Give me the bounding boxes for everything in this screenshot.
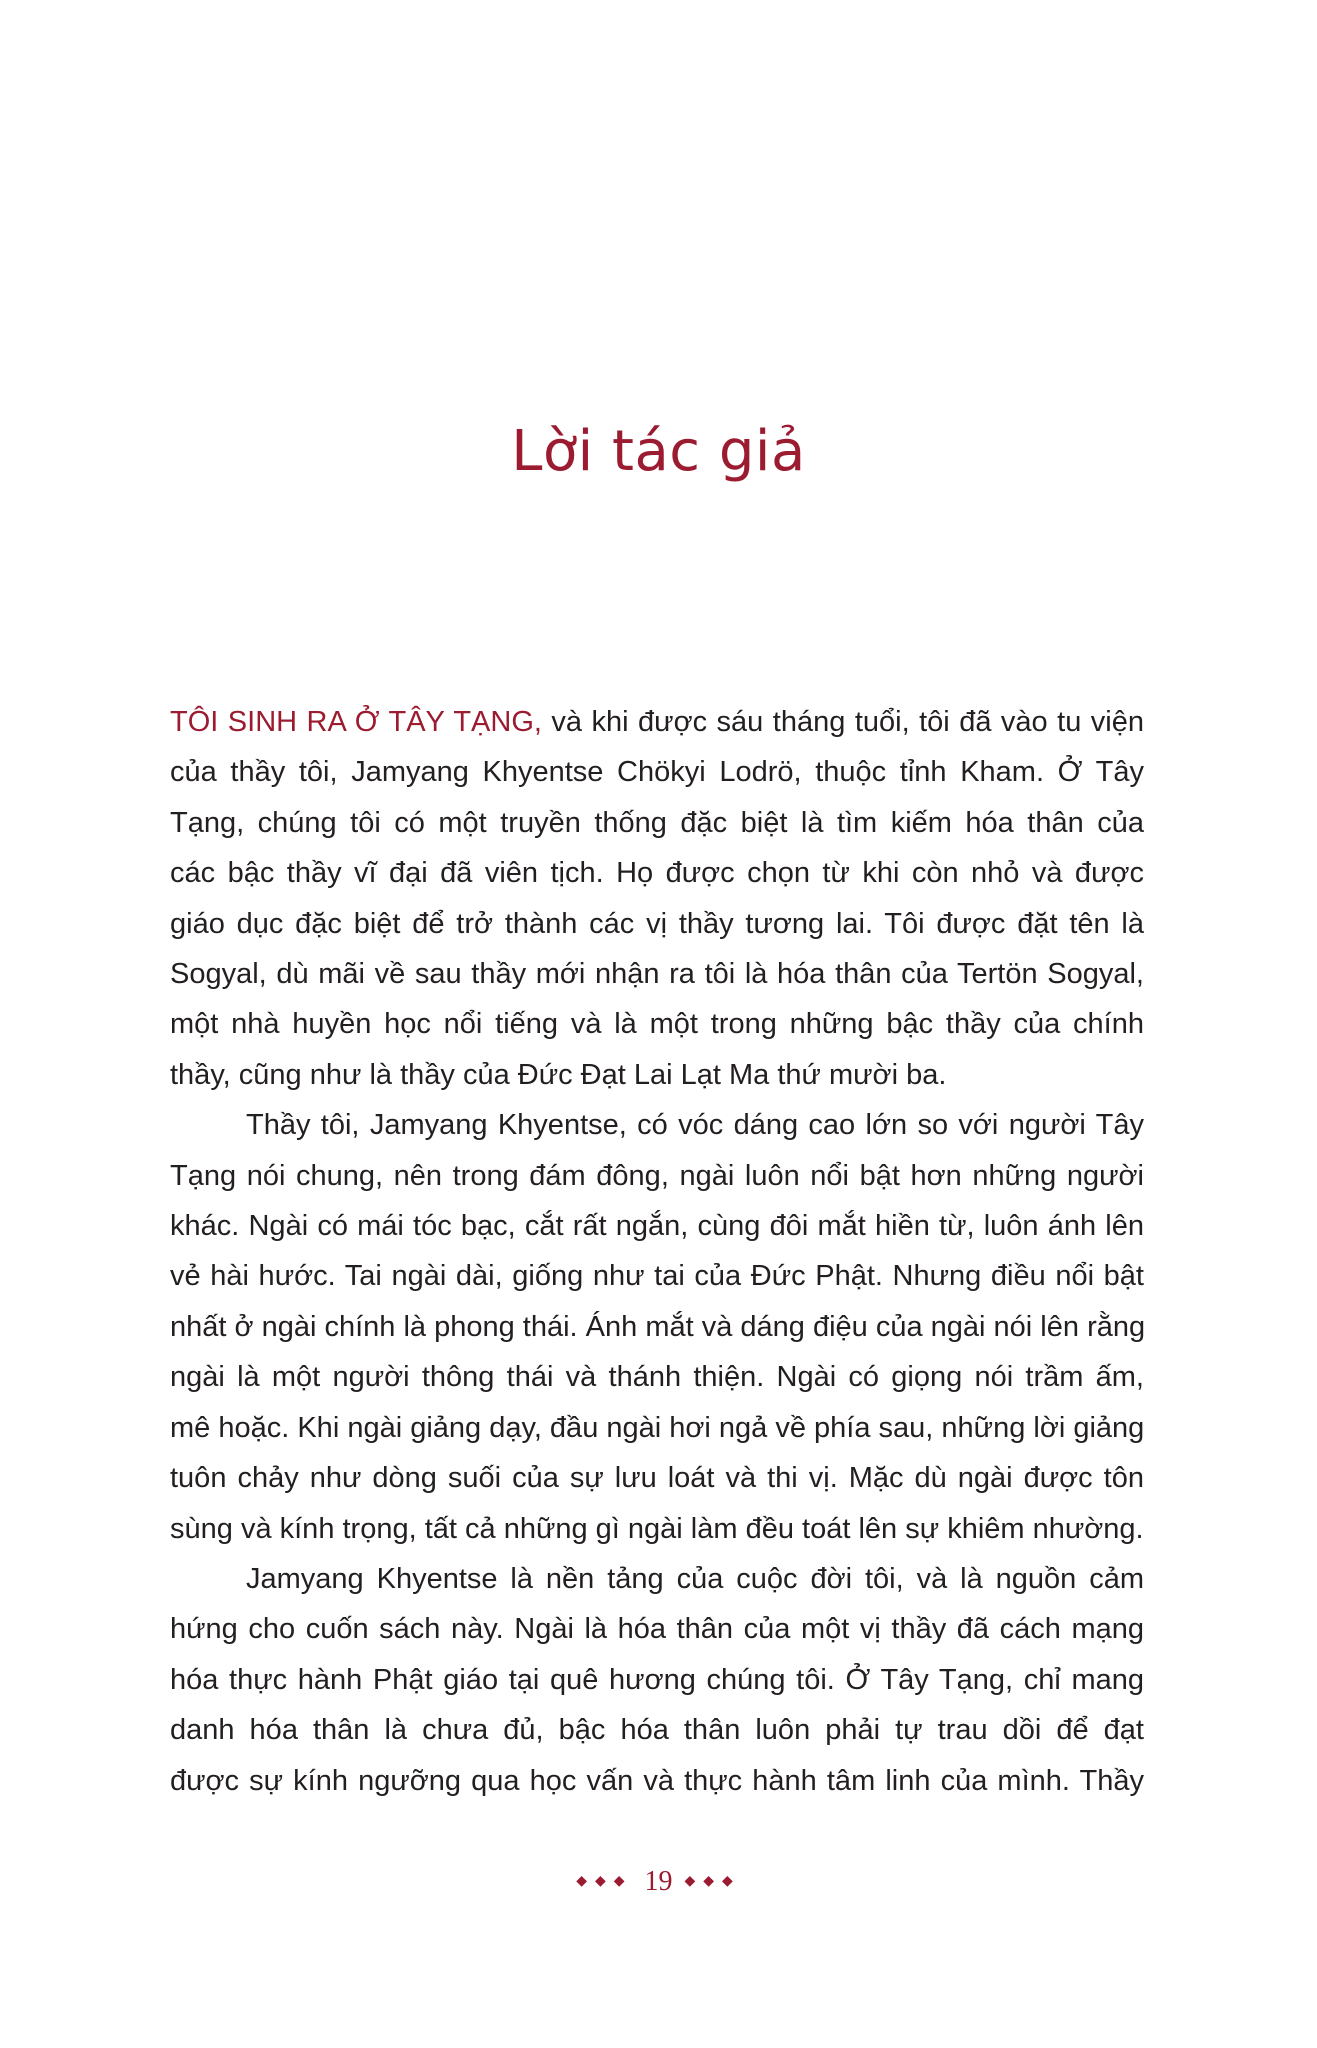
text-line: một nhà huyền học nổi tiếng và là một trong những bậc thầy của chính bbox=[170, 1008, 1144, 1041]
text-line: thầy, cũng như là thầy của Đức Đạt Lai Lạt Ma thứ mười ba. bbox=[170, 1058, 947, 1091]
text-line: Sogyal, dù mãi về sau thầy mới nhận ra tôi là hóa thân của Tertön Sogyal, bbox=[170, 958, 1144, 991]
text-line: danh hóa thân là chưa đủ, bậc hóa thân luôn phải tự trau dồi để đạt bbox=[170, 1714, 1144, 1747]
text-line: giáo dục đặc biệt để trở thành các vị thầy tương lai. Tôi được đặt tên là bbox=[170, 907, 1144, 940]
text-line: Tạng, chúng tôi có một truyền thống đặc biệt là tìm kiếm hóa thân của bbox=[170, 806, 1144, 839]
body-text bbox=[170, 697, 1144, 1806]
text-line: Jamyang Khyentse là nền tảng của cuộc đời tôi, và là nguồn cảm bbox=[246, 1562, 1144, 1595]
text-line: Tạng nói chung, nên trong đám đông, ngài luôn nổi bật hơn những người bbox=[170, 1159, 1144, 1192]
text-line: được sự kính ngưỡng qua học vấn và thực hành tâm linh của mình. Thầy bbox=[170, 1764, 1144, 1797]
page-footer bbox=[0, 1862, 1317, 1904]
lead-in-caps: TÔI SINH RA Ở TÂY TẠNG, bbox=[170, 706, 542, 738]
diamond-ornament-icon: ◆◆◆ bbox=[576, 1873, 633, 1889]
paragraph-2 bbox=[170, 1100, 1144, 1554]
text-line: sùng và kính trọng, tất cả những gì ngài làm đều toát lên sự khiêm nhường. bbox=[170, 1512, 1144, 1545]
text-line: vẻ hài hước. Tai ngài dài, giống như tai của Đức Phật. Nhưng điều nổi bật bbox=[170, 1260, 1144, 1293]
text-line: hóa thực hành Phật giáo tại quê hương chúng tôi. Ở Tây Tạng, chỉ mang bbox=[170, 1663, 1144, 1696]
text-line: Thầy tôi, Jamyang Khyentse, có vóc dáng cao lớn so với người Tây bbox=[246, 1109, 1144, 1142]
text-line: khác. Ngài có mái tóc bạc, cắt rất ngắn, cùng đôi mắt hiền từ, luôn ánh lên bbox=[170, 1210, 1144, 1243]
paragraph-1 bbox=[170, 697, 1144, 1100]
text-line: các bậc thầy vĩ đại đã viên tịch. Họ được chọn từ khi còn nhỏ và được bbox=[170, 857, 1144, 890]
text-line: hứng cho cuốn sách này. Ngài là hóa thân của một vị thầy đã cách mạng bbox=[170, 1613, 1144, 1646]
paragraph-3 bbox=[170, 1554, 1144, 1806]
text-line: nhất ở ngài chính là phong thái. Ánh mắt và dáng điệu của ngài nói lên rằng bbox=[170, 1310, 1146, 1343]
chapter-title: Lời tác giả bbox=[511, 419, 806, 484]
text-line: ngài là một người thông thái và thánh thiện. Ngài có giọng nói trầm ấm, bbox=[170, 1361, 1144, 1394]
text-line: mê hoặc. Khi ngài giảng dạy, đầu ngài hơi ngả về phía sau, những lời giảng bbox=[170, 1411, 1145, 1444]
text-line: TÔI SINH RA Ở TÂY TẠNG, và khi được sáu tháng tuổi, tôi đã vào tu viện bbox=[170, 706, 1144, 738]
diamond-ornament-icon: ◆◆◆ bbox=[684, 1873, 741, 1889]
text-line: tuôn chảy như dòng suối của sự lưu loát và thi vị. Mặc dù ngài được tôn bbox=[170, 1462, 1144, 1495]
text-line: của thầy tôi, Jamyang Khyentse Chökyi Lodrö, thuộc tỉnh Kham. Ở Tây bbox=[170, 756, 1144, 789]
page-number: 19 bbox=[644, 1866, 673, 1897]
